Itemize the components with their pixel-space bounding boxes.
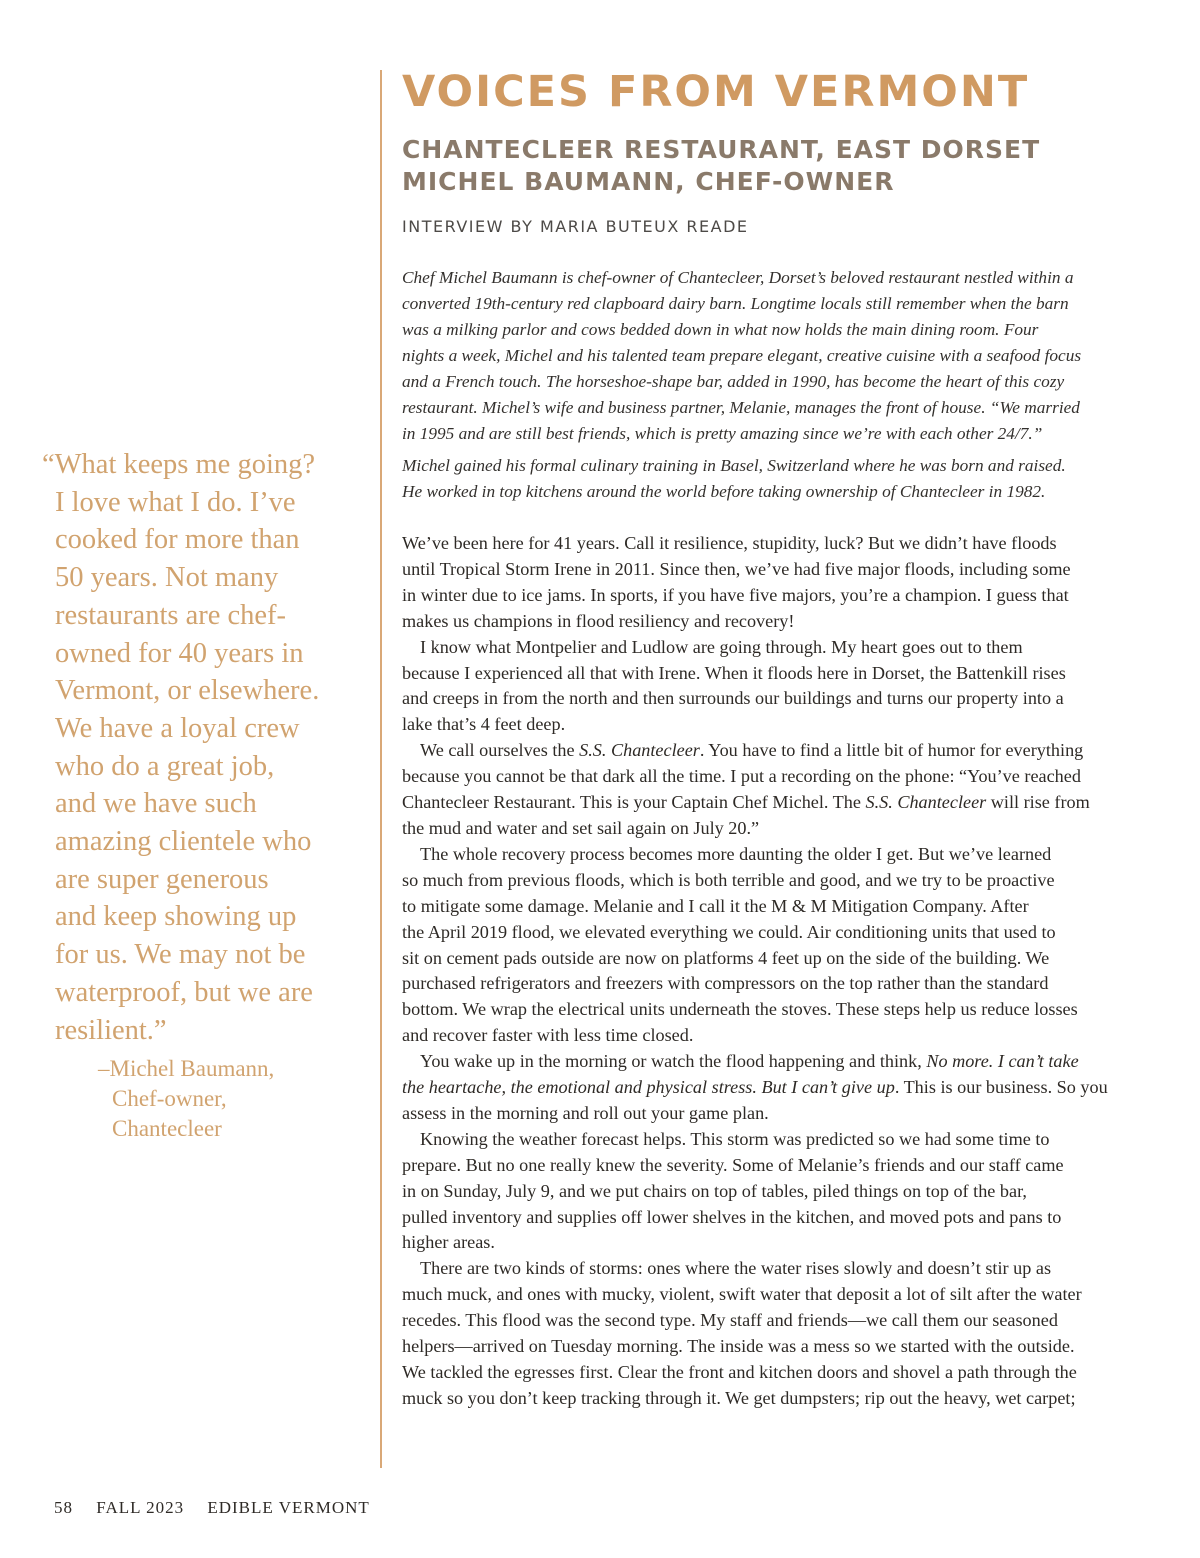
intro-line: in 1995 and are still best friends, which is pretty amazing since we’re with each other 24/7.” bbox=[402, 424, 1043, 443]
quote-line: 50 years. Not many bbox=[55, 562, 279, 594]
quote-line: Vermont, or elsewhere. bbox=[55, 675, 320, 707]
body-text: . This is our business. So you bbox=[894, 1077, 1108, 1098]
pull-quote bbox=[42, 446, 352, 1049]
body-line: There are two kinds of storms: ones where the water rises slowly and doesn’t stir up as bbox=[420, 1258, 1052, 1279]
quote-line: for us. We may not be bbox=[55, 939, 306, 971]
body-line: the mud and water and set sail again on July 20.” bbox=[402, 817, 760, 838]
body-text: We call ourselves the bbox=[420, 740, 580, 761]
intro-line: was a milking parlor and cows bedded down in what now holds the main dining room. Four bbox=[402, 320, 1039, 339]
body-line: because I experienced all that with Irene. When it floods here in Dorset, the Battenkill rises bbox=[402, 662, 1066, 683]
intro-line: Chef Michel Baumann is chef-owner of Chantecleer, Dorset’s beloved restaurant nestled within a bbox=[402, 268, 1074, 287]
body-line bbox=[402, 1075, 1132, 1101]
body-line: bottom. We wrap the electrical units underneath the stoves. These steps help us reduce losses bbox=[402, 999, 1078, 1020]
body-line: muck so you don’t keep tracking through it. We get dumpsters; rip out the heavy, wet carpet; bbox=[402, 1387, 1076, 1408]
quote-line: resilient.” bbox=[55, 1014, 167, 1046]
body-line: and creeps in from the north and then surrounds our buildings and turns our property into a bbox=[402, 688, 1064, 709]
body-line: higher areas. bbox=[402, 1232, 495, 1253]
quote-line: waterproof, but we are bbox=[55, 976, 313, 1008]
publication-name: EDIBLE VERMONT bbox=[207, 1498, 370, 1517]
attribution-line: Chef-owner, bbox=[112, 1086, 227, 1111]
restaurant-subtitle: CHANTECLEER RESTAURANT, EAST DORSET bbox=[402, 135, 1041, 164]
article-body bbox=[402, 531, 1132, 1412]
body-line bbox=[402, 1049, 1132, 1075]
body-line: and recover faster with less time closed. bbox=[402, 1025, 694, 1046]
intro-line: and a French touch. The horseshoe-shape bar, added in 1990, has become the heart of this cozy bbox=[402, 372, 1065, 391]
quote-line: restaurants are chef- bbox=[55, 599, 287, 631]
body-line: We tackled the egresses first. Clear the front and kitchen doors and shovel a path through the bbox=[402, 1362, 1077, 1382]
body-line: assess in the morning and roll out your game plan. bbox=[402, 1102, 769, 1123]
quote-line: I love what I do. I’ve bbox=[55, 486, 296, 518]
quote-line: and keep showing up bbox=[55, 901, 297, 933]
body-text: You wake up in the morning or watch the flood happening and think, bbox=[420, 1051, 927, 1072]
page-number: 58 bbox=[54, 1498, 73, 1517]
body-line: so much from previous floods, which is both terrible and good, and we try to be proactive bbox=[402, 869, 1055, 890]
body-line: Knowing the weather forecast helps. This storm was predicted so we had some time to bbox=[420, 1128, 1050, 1149]
vertical-divider bbox=[380, 70, 382, 1468]
body-line bbox=[402, 790, 1132, 816]
intro-line: Michel gained his formal culinary training in Basel, Switzerland where he was born and raised. bbox=[402, 456, 1066, 475]
body-line: in winter due to ice jams. In sports, if you have five majors, you’re a champion. I guess that bbox=[402, 584, 1069, 605]
intro-paragraph bbox=[402, 265, 1132, 447]
quote-attribution bbox=[98, 1054, 358, 1144]
body-line: in on Sunday, July 9, and we put chairs on top of tables, piled things on top of the bar, bbox=[402, 1180, 1027, 1201]
body-line: the April 2019 flood, we elevated everything we could. Air conditioning units that used to bbox=[402, 921, 1056, 942]
attribution-line: Chantecleer bbox=[112, 1116, 222, 1141]
byline: INTERVIEW BY MARIA BUTEUX READE bbox=[402, 217, 749, 236]
intro-line: He worked in top kitchens around the world before taking ownership of Chantecleer in 1982. bbox=[402, 482, 1046, 501]
italic-thought: the heartache, the emotional and physical stress. But I can’t give up bbox=[402, 1077, 895, 1098]
intro-line: restaurant. Michel’s wife and business partner, Melanie, manages the front of house. “We married bbox=[402, 398, 1080, 417]
body-line bbox=[402, 738, 1132, 764]
intro-line: nights a week, Michel and his talented team prepare elegant, creative cuisine with a seafood focus bbox=[402, 346, 1082, 365]
page-footer bbox=[54, 1498, 388, 1518]
body-line: We’ve been here for 41 years. Call it resilience, stupidity, luck? But we didn’t have floods bbox=[402, 533, 1057, 553]
ship-name: S.S. Chantecleer bbox=[865, 792, 987, 813]
intro-paragraph-2 bbox=[402, 453, 1132, 505]
body-line: to mitigate some damage. Melanie and I call it the M & M Mitigation Company. After bbox=[402, 895, 1029, 916]
body-line: prepare. But no one really knew the severity. Some of Melanie’s friends and our staff came bbox=[402, 1154, 1064, 1175]
body-line: recedes. This flood was the second type. My staff and friends—we call them our seasoned bbox=[402, 1310, 1058, 1331]
body-line: purchased refrigerators and freezers with compressors on the top rather than the standard bbox=[402, 973, 1049, 994]
chef-subtitle: MICHEL BAUMANN, CHEF-OWNER bbox=[402, 167, 895, 196]
quote-line: owned for 40 years in bbox=[55, 637, 304, 669]
issue-label: FALL 2023 bbox=[96, 1498, 185, 1517]
italic-thought: No more. I can’t take bbox=[926, 1051, 1079, 1072]
quote-line: amazing clientele who bbox=[55, 826, 312, 858]
ship-name: S.S. Chantecleer bbox=[579, 740, 700, 761]
intro-line: converted 19th-century red clapboard dairy barn. Longtime locals still remember when the barn bbox=[402, 294, 1069, 313]
body-line: helpers—arrived on Tuesday morning. The inside was a mess so we started with the outside. bbox=[402, 1336, 1075, 1357]
quote-line: are super generous bbox=[55, 863, 269, 895]
body-line: lake that’s 4 feet deep. bbox=[402, 714, 566, 735]
body-line: because you cannot be that dark all the time. I put a recording on the phone: “You’ve reached bbox=[402, 766, 1081, 787]
body-line: I know what Montpelier and Ludlow are going through. My heart goes out to them bbox=[420, 636, 1023, 657]
body-line: much muck, and ones with mucky, violent, swift water that deposit a lot of silt after the water bbox=[402, 1284, 1082, 1305]
body-line: The whole recovery process becomes more daunting the older I get. But we’ve learned bbox=[420, 843, 1052, 864]
quote-line: who do a great job, bbox=[55, 750, 275, 782]
body-text: will rise from bbox=[986, 792, 1090, 813]
body-line: until Tropical Storm Irene in 2011. Since then, we’ve had five major floods, including some bbox=[402, 558, 1071, 579]
quote-line: “What keeps me going? bbox=[42, 449, 316, 480]
attribution-line: –Michel Baumann, bbox=[98, 1056, 275, 1081]
body-line: sit on cement pads outside are now on platforms 4 feet up on the side of the building. We bbox=[402, 947, 1050, 968]
body-text: . You have to find a little bit of humor for everything bbox=[699, 740, 1084, 761]
quote-line: and we have such bbox=[55, 788, 257, 820]
section-title: VOICES FROM VERMONT bbox=[402, 67, 1030, 117]
quote-line: cooked for more than bbox=[55, 524, 300, 556]
body-line: pulled inventory and supplies off lower shelves in the kitchen, and moved pots and pans to bbox=[402, 1206, 1062, 1227]
quote-line: We have a loyal crew bbox=[55, 712, 300, 744]
body-line: makes us champions in flood resiliency and recovery! bbox=[402, 610, 795, 631]
body-text: Chantecleer Restaurant. This is your Captain Chef Michel. The bbox=[402, 792, 866, 813]
